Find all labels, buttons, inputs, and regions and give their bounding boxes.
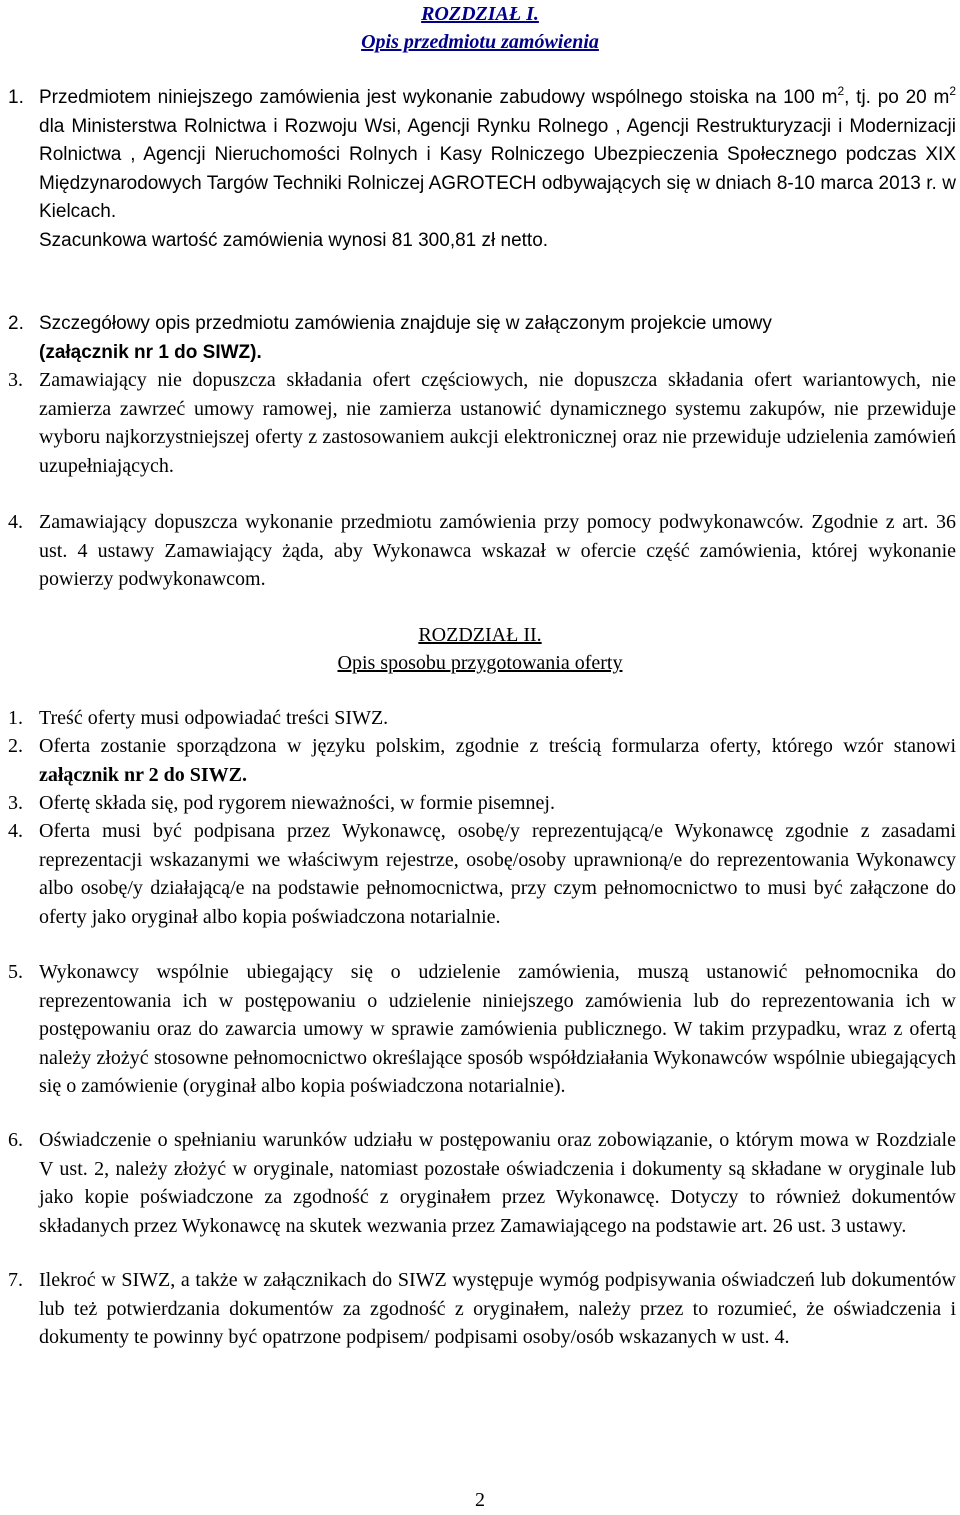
- section2-title: ROZDZIAŁ II.: [418, 624, 542, 646]
- item-text: Ofertę składa się, pod rygorem nieważności, w formie pisemnej.: [39, 792, 555, 814]
- superscript: 2: [949, 84, 956, 98]
- item-number: 3.: [8, 369, 23, 391]
- section2-item-3: [8, 789, 956, 818]
- item-text: Treść oferty musi odpowiadać treści SIWZ.: [39, 707, 389, 729]
- item-number: 7.: [8, 1269, 23, 1291]
- item-text: Ilekroć w SIWZ, a także w załącznikach do SIWZ występuje wymóg podpisywania oświadczeń lub dokumentów lub też potwierdzania dokumentów za zgodność z oryginałem, należy przez to rozumieć, że oświadczenia i dokumenty te powinny być opatrzone podpisem/ podpisami osoby/osób wskazanych w ust. 4.: [39, 1269, 956, 1348]
- item-bold-text: (załącznik nr 1 do SIWZ).: [39, 341, 262, 363]
- estimated-value: Szacunkowa wartość zamówienia wynosi 81 300,81 zł netto.: [39, 229, 549, 251]
- section2-item-7: [8, 1266, 956, 1352]
- item-number: 4.: [8, 820, 23, 842]
- item-text: , tj. po 20 m: [844, 87, 950, 108]
- item-text: Zamawiający dopuszcza wykonanie przedmiotu zamówienia przy pomocy podwykonawców. Zgodnie z art. 36 ust. 4 ustawy Zamawiający żąda, aby Wykonawca wskazał w ofercie część zamówienia, której wykonanie powierzy podwykonawcom.: [39, 511, 956, 590]
- item-text: Zamawiający nie dopuszcza składania ofert częściowych, nie dopuszcza składania ofert wariantowych, nie zamierza zawrzeć umowy ramowej, nie zamierza ustanowić dynamicznego systemu zakupów, nie przewiduje wyboru najkorzystniejszej oferty z zastosowaniem aukcji elektronicznej oraz nie przewiduje udzielenia zamówień uzupełniających.: [39, 369, 956, 477]
- item-number: 2.: [8, 735, 23, 757]
- section2-item-6: [8, 1126, 956, 1240]
- section1-item-4: [8, 508, 956, 594]
- item-bold-text: załącznik nr 2 do SIWZ.: [39, 763, 247, 786]
- section2-item-2: [8, 732, 956, 789]
- item-text: Oferta zostanie sporządzona w języku polskim, zgodnie z treścią formularza oferty, którego wzór stanowi: [39, 735, 956, 757]
- section2-item-4: [8, 817, 956, 931]
- item-text: Szczegółowy opis przedmiotu zamówienia znajduje się w załączonym projekcie umowy: [39, 313, 772, 334]
- section1-item-3: [8, 366, 956, 480]
- section1-subtitle: Opis przedmiotu zamówienia: [361, 31, 599, 53]
- section1-title: ROZDZIAŁ I.: [421, 3, 539, 25]
- section2-item-5: [8, 958, 956, 1101]
- item-number: 2.: [8, 313, 24, 334]
- item-text: Oświadczenie o spełnianiu warunków udziału w postępowaniu oraz zobowiązanie, o którym mowa w Rozdziale V ust. 2, należy złożyć w oryginale, natomiast pozostałe oświadczenia i dokumenty są składane w oryginale lub jako kopie poświadczone za zgodność z oryginałem przez Wykonawcę. Dotyczy to również dokumentów składanych przez Wykonawcę na skutek wezwania przez Zamawiającego na podstawie art. 26 ust. 3 ustawy.: [39, 1129, 956, 1237]
- item-number: 1.: [8, 707, 23, 729]
- section1-item-2: [8, 310, 956, 367]
- section2-item-1: [8, 704, 956, 733]
- item-text: Oferta musi być podpisana przez Wykonawcę, osobę/y reprezentującą/e Wykonawcę zgodnie z zasadami reprezentacji wskazanymi we właściwym rejestrze, osobę/osoby uprawnioną/e do reprezentowania Wykonawcy albo osobę/y działającą/e na podstawie pełnomocnictwa, przy czym pełnomocnictwo to musi być załączone do oferty jako oryginał albo kopia poświadczona notarialnie.: [39, 820, 956, 928]
- page-number: 2: [475, 1489, 485, 1511]
- item-text: Wykonawcy wspólnie ubiegający się o udzielenie zamówienia, muszą ustanowić pełnomocnika do reprezentowania ich w postępowaniu o udzielenie niniejszego zamówienia lub do reprezentowania ich w postępowaniu oraz do zawarcia umowy w sprawie zamówienia publicznego. W takim przypadku, wraz z ofertą należy złożyć stosowne pełnomocnictwo określające sposób współdziałania Wykonawców wspólnie ubiegających się o zamówienie (oryginał albo kopia poświadczona notarialnie).: [39, 961, 956, 1097]
- superscript: 2: [837, 84, 845, 98]
- item-number: 4.: [8, 511, 23, 533]
- item-number: 3.: [8, 792, 23, 814]
- item-number: 6.: [8, 1129, 23, 1151]
- section1-item-1: [8, 84, 956, 255]
- item-text: dla Ministerstwa Rolnictwa i Rozwoju Wsi, Agencji Rynku Rolnego , Agencji Restrukturyzacji i Modernizacji Rolnictwa , Agencji Nieruchomości Rolnych i Kasy Rolniczego Ubezpieczenia Społecznego podczas XIX Międzynarodowych Targów Techniki Rolniczej AGROTECH odbywających się w dniach 8-10 marca 2013 r. w Kielcach.: [39, 115, 956, 222]
- item-text: Przedmiotem niniejszego zamówienia jest wykonanie zabudowy wspólnego stoiska na 100 m: [39, 87, 838, 108]
- item-number: 5.: [8, 961, 23, 983]
- item-number: 1.: [8, 87, 24, 108]
- section2-subtitle: Opis sposobu przygotowania oferty: [337, 652, 623, 674]
